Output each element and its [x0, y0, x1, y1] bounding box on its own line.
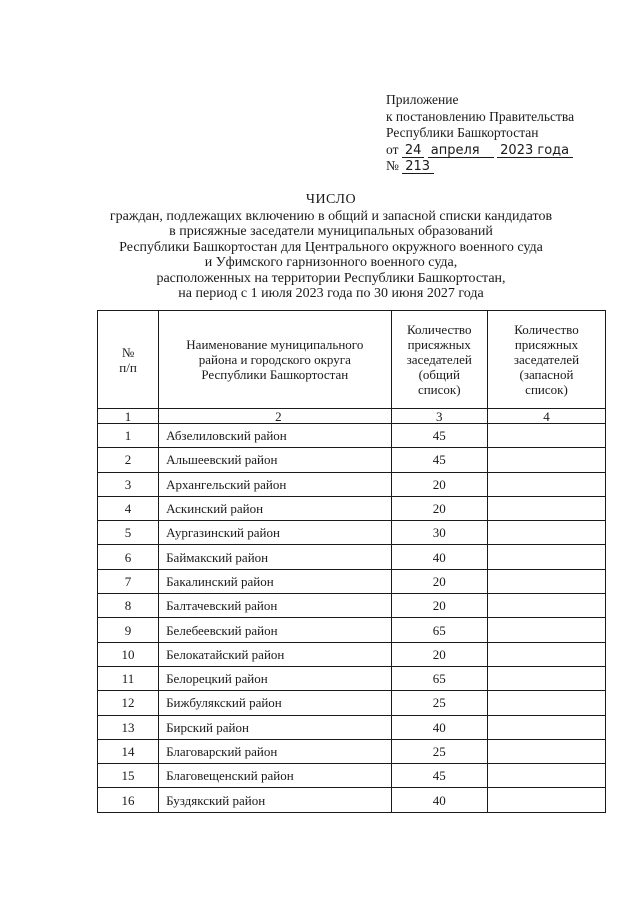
table-header-row: [98, 311, 606, 409]
row-district-name: Балтачевский район: [159, 594, 391, 618]
title-line: и Уфимского гарнизонного военного суда,: [204, 255, 458, 270]
jurors-table: [97, 310, 606, 813]
row-general-count: 25: [391, 691, 487, 715]
header-number: [98, 311, 159, 409]
row-general-count: 30: [391, 521, 487, 545]
row-general-count: 20: [391, 496, 487, 520]
header-text: Наименование муниципального: [186, 337, 364, 352]
date-month: апреля: [428, 144, 494, 158]
column-index: 2: [159, 409, 391, 424]
header-text: Количество: [514, 322, 579, 337]
header-text: п/п: [119, 359, 137, 375]
row-reserve-count: [487, 472, 605, 496]
row-general-count: 40: [391, 715, 487, 739]
row-reserve-count: [487, 424, 605, 448]
table-row: [98, 618, 606, 642]
row-district-name: Аургазинский район: [159, 521, 391, 545]
row-district-name: Аскинский район: [159, 496, 391, 520]
title-line: расположенных на территории Республики Башкортостан,: [156, 270, 506, 286]
title-line: Республики Башкортостан для Центрального окружного военного суда: [119, 239, 543, 255]
row-number: 13: [98, 715, 159, 739]
decree-number: 213: [402, 160, 434, 174]
row-general-count: 20: [391, 642, 487, 666]
row-district-name: Баймакский район: [159, 545, 391, 569]
row-general-count: 20: [391, 594, 487, 618]
header-text: заседателей: [513, 352, 580, 367]
table-row: [98, 424, 606, 448]
table-row: [98, 642, 606, 666]
row-number: 8: [98, 594, 159, 618]
row-reserve-count: [487, 764, 605, 788]
appendix-line: Приложение: [386, 92, 459, 107]
row-general-count: 40: [391, 545, 487, 569]
appendix-block: [386, 92, 574, 175]
row-district-name: Благовещенский район: [159, 764, 391, 788]
row-number: 4: [98, 496, 159, 520]
table-row: [98, 472, 606, 496]
row-district-name: Буздякский район: [159, 788, 391, 812]
row-district-name: Архангельский район: [159, 472, 391, 496]
table-row: [98, 691, 606, 715]
row-number: 15: [98, 764, 159, 788]
row-general-count: 20: [391, 472, 487, 496]
date-day: 24: [402, 144, 425, 158]
row-number: 6: [98, 545, 159, 569]
row-reserve-count: [487, 618, 605, 642]
row-reserve-count: [487, 642, 605, 666]
header-name: [159, 311, 391, 409]
row-reserve-count: [487, 521, 605, 545]
row-number: 14: [98, 739, 159, 763]
row-general-count: 45: [391, 424, 487, 448]
header-text: список): [525, 382, 568, 397]
row-number: 5: [98, 521, 159, 545]
row-reserve-count: [487, 715, 605, 739]
table-row: [98, 521, 606, 545]
table-row: [98, 715, 606, 739]
row-district-name: Белебеевский район: [159, 618, 391, 642]
column-index-row: [98, 409, 606, 424]
row-number: 7: [98, 569, 159, 593]
row-reserve-count: [487, 545, 605, 569]
table-row: [98, 569, 606, 593]
row-district-name: Бижбулякский район: [159, 691, 391, 715]
number-prefix: №: [386, 158, 399, 173]
row-district-name: Белокатайский район: [159, 642, 391, 666]
header-text: (общий: [418, 367, 460, 382]
appendix-date: [386, 142, 574, 159]
row-district-name: Альшеевский район: [159, 448, 391, 472]
row-number: 1: [98, 424, 159, 448]
row-district-name: Благоварский район: [159, 739, 391, 763]
row-district-name: Бакалинский район: [159, 569, 391, 593]
row-reserve-count: [487, 739, 605, 763]
header-text: присяжных: [407, 337, 471, 352]
row-general-count: 65: [391, 666, 487, 690]
row-general-count: 65: [391, 618, 487, 642]
row-number: 9: [98, 618, 159, 642]
header-text: Количество: [407, 322, 472, 337]
table-row: [98, 496, 606, 520]
row-reserve-count: [487, 569, 605, 593]
row-reserve-count: [487, 594, 605, 618]
table-row: [98, 545, 606, 569]
appendix-line: к постановлению Правительства: [386, 108, 575, 124]
column-index: 4: [487, 409, 605, 424]
row-reserve-count: [487, 496, 605, 520]
row-reserve-count: [487, 788, 605, 812]
row-number: 16: [98, 788, 159, 812]
column-index: 3: [391, 409, 487, 424]
table-body: [98, 424, 606, 813]
header-text: (запасной: [519, 367, 574, 382]
header-text: присяжных: [514, 337, 579, 352]
header-text: список): [417, 382, 461, 397]
date-year: 2023 года: [497, 144, 573, 158]
row-number: 2: [98, 448, 159, 472]
document-title: [60, 192, 602, 302]
row-general-count: 25: [391, 739, 487, 763]
column-index: 1: [98, 409, 159, 424]
row-number: 10: [98, 642, 159, 666]
row-reserve-count: [487, 666, 605, 690]
table-row: [98, 764, 606, 788]
date-prefix: от: [386, 141, 399, 157]
row-reserve-count: [487, 448, 605, 472]
row-general-count: 45: [391, 448, 487, 472]
header-text: заседателей: [406, 352, 472, 367]
header-text: Республики Башкортостан: [201, 367, 349, 382]
header-reserve-list: [487, 311, 605, 409]
row-number: 3: [98, 472, 159, 496]
appendix-number: [386, 158, 574, 175]
row-general-count: 20: [391, 569, 487, 593]
row-number: 11: [98, 666, 159, 690]
title-line: в присяжные заседатели муниципальных образований: [169, 224, 493, 239]
header-text: №: [121, 344, 135, 360]
title-line: на период с 1 июля 2023 года по 30 июня 2027 года: [178, 286, 484, 301]
appendix-line: Республики Башкортостан: [386, 125, 539, 140]
table-row: [98, 666, 606, 690]
table-row: [98, 594, 606, 618]
header-general-list: [391, 311, 487, 409]
row-number: 12: [98, 691, 159, 715]
row-reserve-count: [487, 691, 605, 715]
row-district-name: Абзелиловский район: [159, 424, 391, 448]
table-row: [98, 448, 606, 472]
title-heading: ЧИСЛО: [305, 192, 357, 207]
row-general-count: 45: [391, 764, 487, 788]
row-general-count: 40: [391, 788, 487, 812]
table-row: [98, 739, 606, 763]
table-row: [98, 788, 606, 812]
title-line: граждан, подлежащих включению в общий и запасной списки кандидатов: [109, 208, 553, 224]
row-district-name: Бирский район: [159, 715, 391, 739]
header-text: района и городского округа: [198, 352, 351, 367]
row-district-name: Белорецкий район: [159, 666, 391, 690]
